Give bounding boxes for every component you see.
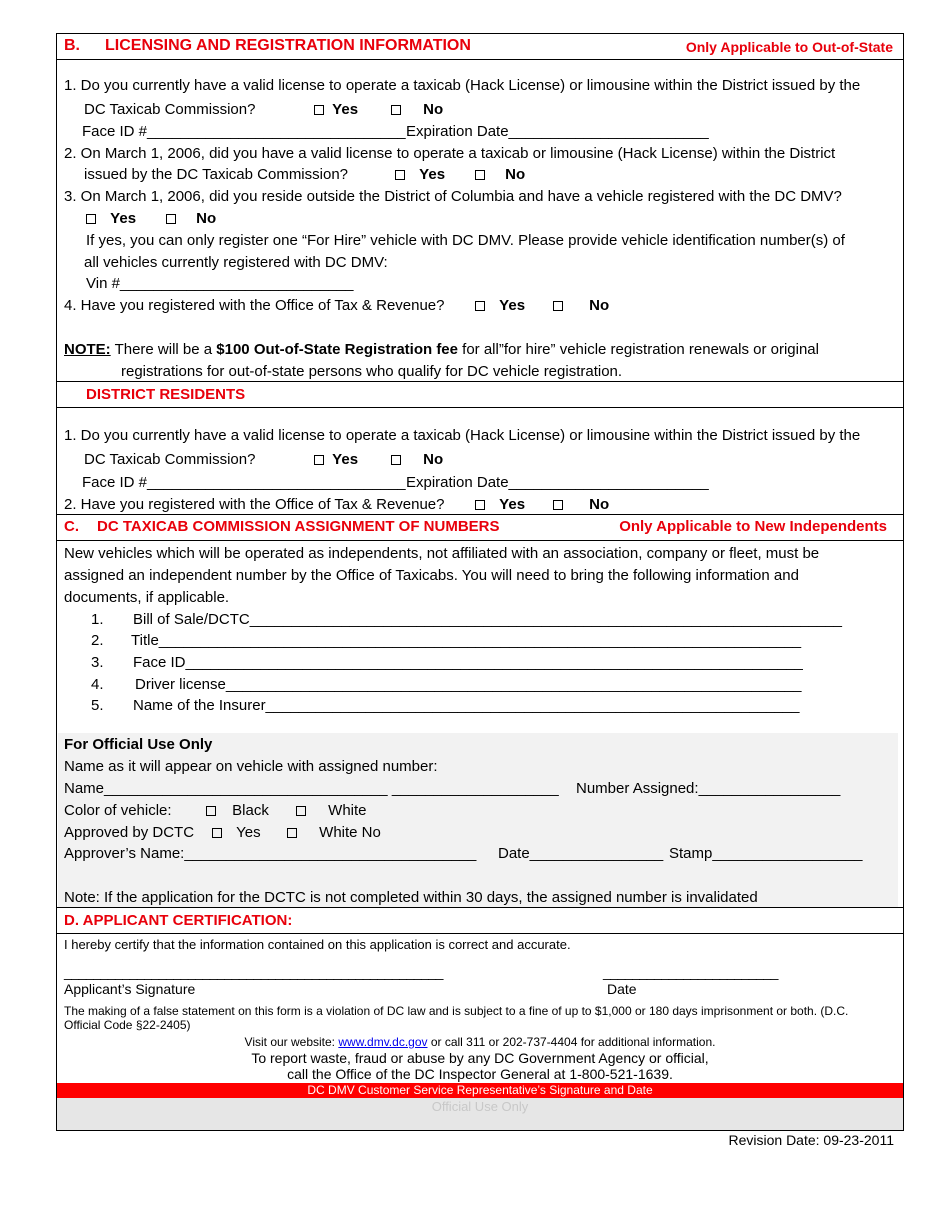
checkbox-icon[interactable] bbox=[475, 170, 485, 180]
checkbox-icon[interactable] bbox=[212, 828, 222, 838]
official-approved-yes-option[interactable]: Yes bbox=[210, 824, 261, 841]
official-use-only-box[interactable] bbox=[57, 1098, 903, 1130]
checkbox-icon[interactable] bbox=[314, 455, 324, 465]
revision-date: Revision Date: 09-23-2011 bbox=[728, 1132, 894, 1148]
website-link[interactable]: www.dmv.dc.gov bbox=[338, 1035, 428, 1049]
c-item-driver-license-field[interactable]: Driver license_____________________________________________________________________ bbox=[135, 676, 802, 693]
false-statement-line1: The making of a false statement on this form is a violation of DC law and is subject to a fine of up to $1,000 or 180 days imprisonment or both. (D.C. bbox=[64, 1004, 849, 1018]
checkbox-icon[interactable] bbox=[287, 828, 297, 838]
c-item-face-id-field[interactable]: Face ID__________________________________________________________________________ bbox=[133, 654, 803, 671]
applicant-signature-field[interactable]: ____________________________________________________ bbox=[64, 964, 443, 980]
d-q1-line2: DC Taxicab Commission? bbox=[84, 451, 256, 468]
c-item-insurer-field[interactable]: Name of the Insurer________________________________________________________________ bbox=[133, 697, 800, 714]
c-intro-line2: assigned an independent number by the Office of Taxicabs. You will need to bring the following information and bbox=[64, 567, 799, 584]
b-q3-yes-option[interactable]: Yes bbox=[84, 210, 136, 227]
official-approver-name-field[interactable]: Approver’s Name:___________________________________ bbox=[64, 845, 477, 862]
district-residents-title: DISTRICT RESIDENTS bbox=[86, 386, 246, 403]
section-d-title: D. APPLICANT CERTIFICATION: bbox=[64, 912, 293, 929]
section-b-applicability: Only Applicable to Out-of-State bbox=[685, 39, 893, 55]
b-q4-no-option[interactable]: No bbox=[551, 297, 609, 314]
b-q2-line1: 2. On March 1, 2006, did you have a valid license to operate a taxicab or limousine (Hack License) within the District bbox=[64, 145, 836, 162]
b-q4-yes-option[interactable]: Yes bbox=[473, 297, 525, 314]
b-q2-no-option[interactable]: No bbox=[473, 166, 525, 183]
section-b-letter: B. bbox=[64, 37, 80, 54]
checkbox-icon[interactable] bbox=[553, 500, 563, 510]
checkbox-icon[interactable] bbox=[391, 105, 401, 115]
divider bbox=[56, 407, 904, 408]
c-intro-line1: New vehicles which will be operated as independents, not affiliated with an association, company or fleet, must be bbox=[64, 545, 820, 562]
d-q2: 2. Have you registered with the Office of Tax & Revenue? bbox=[64, 496, 445, 513]
checkbox-icon[interactable] bbox=[86, 214, 96, 224]
b-q3-no-option[interactable]: No bbox=[164, 210, 216, 227]
c-item-bill-of-sale-field[interactable]: Bill of Sale/DCTC_______________________________________________________________________ bbox=[133, 611, 842, 628]
c-item-num: 4. bbox=[91, 676, 104, 693]
b-note-line2: registrations for out-of-state persons who qualify for DC vehicle registration. bbox=[121, 363, 623, 380]
official-stamp-field[interactable]: Stamp__________________ bbox=[669, 845, 863, 862]
report-line2: call the Office of the DC Inspector General at 1-800-521-1639. bbox=[287, 1066, 673, 1082]
divider bbox=[56, 59, 904, 60]
divider bbox=[56, 514, 904, 515]
divider bbox=[56, 540, 904, 541]
checkbox-icon[interactable] bbox=[206, 806, 216, 816]
official-color-label: Color of vehicle: bbox=[64, 802, 172, 819]
applicant-date-field[interactable]: ________________________ bbox=[603, 964, 778, 980]
d-q2-no-option[interactable]: No bbox=[551, 496, 609, 513]
applicant-signature-label: Applicant’s Signature bbox=[64, 981, 196, 997]
b-vin-field[interactable]: Vin #____________________________ bbox=[86, 275, 354, 292]
official-note: Note: If the application for the DCTC is not completed within 30 days, the assigned number is invalidated bbox=[64, 889, 758, 906]
official-color-black-option[interactable]: Black bbox=[204, 802, 269, 819]
b-q4: 4. Have you registered with the Office of Tax & Revenue? bbox=[64, 297, 445, 314]
checkbox-icon[interactable] bbox=[475, 500, 485, 510]
b-q1-line1: 1. Do you currently have a valid license to operate a taxicab (Hack License) or limousine within the District issued by the bbox=[64, 77, 861, 94]
official-approved-label: Approved by DCTC bbox=[64, 824, 195, 841]
b-q1-line2: DC Taxicab Commission? bbox=[84, 101, 256, 118]
b-q3-ifyes-line1: If yes, you can only register one “For Hire” vehicle with DC DMV. Please provide vehicle identification number(s) of bbox=[86, 232, 845, 249]
d-expiration-field[interactable]: Expiration Date________________________ bbox=[406, 474, 709, 491]
official-approver-date-field[interactable]: Date________________ bbox=[498, 845, 664, 862]
official-color-white-option[interactable]: White bbox=[294, 802, 367, 819]
divider bbox=[56, 907, 904, 908]
b-note: NOTE: There will be a $100 Out-of-State Registration fee for all”for hire” vehicle registration renewals or original bbox=[64, 341, 819, 358]
b-q3-line1: 3. On March 1, 2006, did you reside outside the District of Columbia and have a vehicle registered with the DC DMV? bbox=[64, 188, 842, 205]
official-name-field[interactable]: Name__________________________________ ____________________ bbox=[64, 780, 559, 797]
d-q1-yes-option[interactable]: Yes bbox=[312, 451, 358, 468]
d-certify-text: I hereby certify that the information contained on this application is correct and accurate. bbox=[64, 937, 571, 952]
official-approved-no-option[interactable]: White No bbox=[285, 824, 381, 841]
section-c-letter: C. bbox=[64, 518, 79, 535]
visit-website-line: Visit our website: www.dmv.dc.gov or call 311 or 202-737-4404 for additional information. bbox=[244, 1035, 716, 1049]
official-number-assigned-field[interactable]: Number Assigned:_________________ bbox=[576, 780, 841, 797]
divider bbox=[56, 381, 904, 382]
c-item-num: 2. bbox=[91, 632, 104, 649]
official-heading: For Official Use Only bbox=[64, 736, 213, 753]
checkbox-icon[interactable] bbox=[314, 105, 324, 115]
divider bbox=[56, 933, 904, 934]
b-q2-yes-option[interactable]: Yes bbox=[393, 166, 445, 183]
b-q1-no-option[interactable]: No bbox=[389, 101, 443, 118]
d-q1-line1: 1. Do you currently have a valid license to operate a taxicab (Hack License) or limousine within the District issued by the bbox=[64, 427, 861, 444]
checkbox-icon[interactable] bbox=[553, 301, 563, 311]
checkbox-icon[interactable] bbox=[395, 170, 405, 180]
d-face-id-field[interactable]: Face ID #_______________________________ bbox=[82, 474, 406, 491]
b-expiration-field[interactable]: Expiration Date________________________ bbox=[406, 123, 709, 140]
c-item-num: 1. bbox=[91, 611, 104, 628]
csr-signature-bar: DC DMV Customer Service Representative’s Signature and Date bbox=[57, 1083, 903, 1098]
checkbox-icon[interactable] bbox=[166, 214, 176, 224]
official-use-only-label: Official Use Only bbox=[431, 1099, 529, 1114]
applicant-date-label: Date bbox=[607, 981, 637, 997]
checkbox-icon[interactable] bbox=[475, 301, 485, 311]
checkbox-icon[interactable] bbox=[391, 455, 401, 465]
c-item-num: 5. bbox=[91, 697, 104, 714]
b-q2-line2: issued by the DC Taxicab Commission? bbox=[84, 166, 349, 183]
c-intro-line3: documents, if applicable. bbox=[64, 589, 230, 606]
d-q1-no-option[interactable]: No bbox=[389, 451, 443, 468]
report-line1: To report waste, fraud or abuse by any DC Government Agency or official, bbox=[251, 1050, 709, 1066]
b-face-id-field[interactable]: Face ID #_______________________________ bbox=[82, 123, 406, 140]
section-c-applicability: Only Applicable to New Independents bbox=[619, 518, 887, 535]
c-item-title-field[interactable]: Title_____________________________________________________________________________ bbox=[131, 632, 802, 649]
checkbox-icon[interactable] bbox=[296, 806, 306, 816]
b-q1-yes-option[interactable]: Yes bbox=[312, 101, 358, 118]
section-b-title: LICENSING AND REGISTRATION INFORMATION bbox=[105, 37, 471, 54]
official-name-as: Name as it will appear on vehicle with assigned number: bbox=[64, 758, 438, 775]
false-statement-line2: Official Code §22-2405) bbox=[64, 1018, 191, 1032]
b-q3-ifyes-line2: all vehicles currently registered with DC DMV: bbox=[84, 254, 388, 271]
d-q2-yes-option[interactable]: Yes bbox=[473, 496, 525, 513]
c-item-num: 3. bbox=[91, 654, 104, 671]
section-c-title: DC TAXICAB COMMISSION ASSIGNMENT OF NUMBERS bbox=[97, 518, 500, 535]
